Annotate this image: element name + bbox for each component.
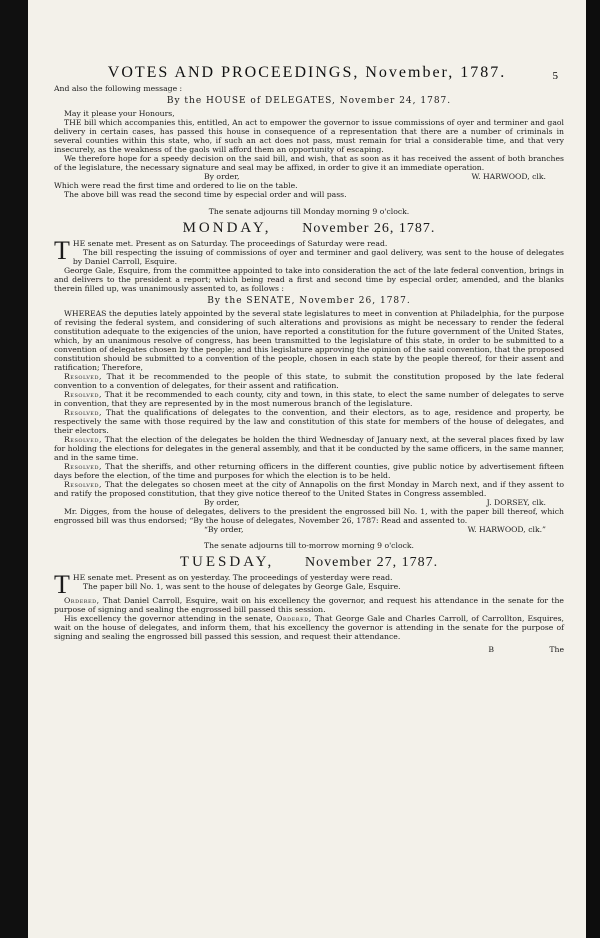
- signature-block: [54, 525, 564, 534]
- day-name: TUESDAY,: [179, 554, 275, 571]
- drop-cap: T: [54, 235, 70, 265]
- resolved-label: Resolved,: [64, 407, 102, 417]
- message-paragraph: We therefore hope for a speedy decision on the said bill, and wish, that as soon as it has received the assent of both branches of the legislature, the necessary signature and seal may be affixed, in order to give it an immediate operation.: [54, 154, 564, 172]
- resolution-text: That the sheriffs, and other returning officers in the different counties, give public notice by advertisement fifteen days before the election, of the time and purposes for which the election is to be held.: [54, 461, 564, 480]
- by-order: By order,: [204, 172, 240, 181]
- resolution-text: That it be recommended to the people of this state, to submit the constitution proposed by the late federal convention to a convention of delegates, for their assent and ratification.: [54, 371, 564, 390]
- page-footer: [54, 645, 564, 654]
- catchword: The: [549, 645, 564, 655]
- order-text: His excellency the governor attending in the senate,: [64, 614, 273, 624]
- resolution: [54, 462, 564, 480]
- resolved-label: Resolved,: [64, 371, 102, 381]
- ordered-label: Ordered,: [276, 614, 312, 624]
- digges-paragraph: Mr. Digges, from the house of delegates, delivers to the president the engrossed bill No. 1, with the paper bill thereof, which engrossed bill was thus endorsed; “By the house of delegates, November 26, 1787: Read and assented to.: [54, 506, 564, 525]
- resolved-label: Resolved,: [64, 389, 102, 399]
- ordered-label: Ordered,: [64, 596, 100, 606]
- resolution: [54, 435, 564, 462]
- adjournment: The senate adjourns till to-morrow morning 9 o'clock.: [203, 541, 414, 551]
- senate-met-text: HE senate met. Present as on yesterday. The proceedings of yesterday were read.: [72, 573, 393, 583]
- proceeding-line: The paper bill No. 1, was sent to the house of delegates by George Gale, Esquire.: [82, 582, 401, 592]
- by-order: By order,: [204, 497, 240, 507]
- clerk-signature: W. HARWOOD, clk.”: [467, 524, 546, 534]
- resolution-text: That the election of the delegates be holden the third Wednesday of January next, at the several places fixed by law for holding the elections for delegates in the general assembly, and that it be conducted by the same officers, in the same manner, and in the same time.: [54, 434, 564, 462]
- resolution: [54, 372, 564, 390]
- resolution: [54, 390, 564, 408]
- resolution-text: That the qualifications of delegates to the convention, and their electors, as to age, residence and property, be respectively the same with those required by the law and constitution of this state for members of the house of delegates, and their electors.: [54, 407, 564, 435]
- signature-block: [54, 498, 564, 507]
- running-head: VOTES AND PROCEEDINGS, November, 1787.: [107, 64, 507, 81]
- day-date: November 27, 1787.: [305, 555, 439, 571]
- proceeding-line: The above bill was read the second time by especial order and will pass.: [64, 190, 347, 199]
- resolved-label: Resolved,: [64, 434, 102, 444]
- resolution-text: That the delegates so chosen meet at the city of Annapolis on the first Monday in March next, and if they assent to and ratify the proposed constitution, that they give notice thereof to the United States in Congress assembled.: [54, 479, 564, 498]
- page: [28, 0, 586, 938]
- drop-cap: T: [54, 570, 70, 600]
- order-paragraph: [54, 614, 564, 641]
- clerk-signature: W. HARWOOD, clk.: [471, 172, 546, 181]
- signature-block: [54, 172, 564, 181]
- resolved-label: Resolved,: [64, 461, 102, 471]
- resolution: [54, 480, 564, 498]
- senate-met-text: HE senate met. Present as on Saturday. The proceedings of Saturday were read.: [72, 238, 388, 248]
- message-paragraph: THE bill which accompanies this, entitled, An act to empower the governor to issue commissions of oyer and terminer and gaol delivery in certain cases, has passed this house in consequence of a representation that there are a number of criminals in several counties within this state, who, if such an act does not pass, must remain for trial a considerable time, and that very insecurely, as the weakness of the gaols will afford them an opportunity of escaping.: [54, 118, 564, 154]
- order-text: That George Gale and Charles Carroll, of Carrollton, Esquires, wait on the house of delegates, and inform them, that his excellency the governor is attending in the senate for the purpose of signing and sealing the engrossed bill passed this session, and request their attendance.: [54, 614, 565, 642]
- message-header: By the HOUSE of DELEGATES, November 24, 1787.: [166, 96, 452, 106]
- page-number: 5: [552, 70, 558, 82]
- scan-left-edge: [0, 0, 28, 938]
- intro-line: And also the following message :: [54, 84, 183, 93]
- day-date: November 26, 1787.: [302, 220, 436, 236]
- day-name: MONDAY,: [182, 219, 272, 236]
- order-text: That Daniel Carroll, Esquire, wait on his excellency the governor, and request his attendance in the senate for the purpose of signing and sealing the engrossed bill passed this session.: [54, 596, 564, 615]
- proceeding-line: The bill respecting the issuing of commissions of oyer and terminer and gaol delivery, was sent to the house of delegates by Daniel Carroll, Esquire.: [72, 247, 564, 266]
- whereas-paragraph: WHEREAS the deputies lately appointed by the several state legislatures to meet in convention at Philadelphia, for the purpose of revising the federal system, and considering of such alterations and provisions as might be necessary to render the federal constitution adequate to the exigencies of the union, have reported a constitution for the future government of the United States, which, by an unanimous resolve of congress, has been transmitted to the legislature of this state, in order to be submitted to a convention of delegates chosen by the people; and this legislature approving the opinion of the said convention, that the proposed constitution should be submitted to a convention of the people, chosen in each state by the people thereof, for their assent and ratification; Therefore,: [54, 308, 564, 372]
- page-body: [54, 66, 564, 654]
- day-heading-monday: [54, 219, 564, 236]
- resolved-label: Resolved,: [64, 479, 102, 489]
- resolution: [54, 408, 564, 435]
- adjournment: The senate adjourns till Monday morning 9 o'clock.: [208, 206, 410, 216]
- by-order: “By order,: [204, 524, 244, 534]
- proceeding-line: George Gale, Esquire, from the committee appointed to take into consideration the act of the late federal convention, brings in and delivers to the president a report; which being read a first and second time by especial order, amended, and the blanks therein filled up, was unanimously assented to, as follows :: [54, 265, 564, 293]
- signature-mark: B: [488, 645, 494, 655]
- day-heading-tuesday: [54, 554, 564, 571]
- proceeding-line: Which were read the first time and ordered to lie on the table.: [54, 181, 298, 190]
- scan-right-edge: [586, 0, 600, 938]
- clerk-signature: J. DORSEY, clk.: [486, 497, 546, 507]
- order-paragraph: [54, 596, 564, 614]
- senate-subheading: By the SENATE, November 26, 1787.: [207, 295, 411, 306]
- resolution-text: That it be recommended to each county, city and town, in this state, to elect the same number of delegates to serve in convention, that they are represented by in the most numerous branch of the legislature.: [54, 389, 564, 408]
- salutation: May it please your Honours,: [64, 109, 175, 118]
